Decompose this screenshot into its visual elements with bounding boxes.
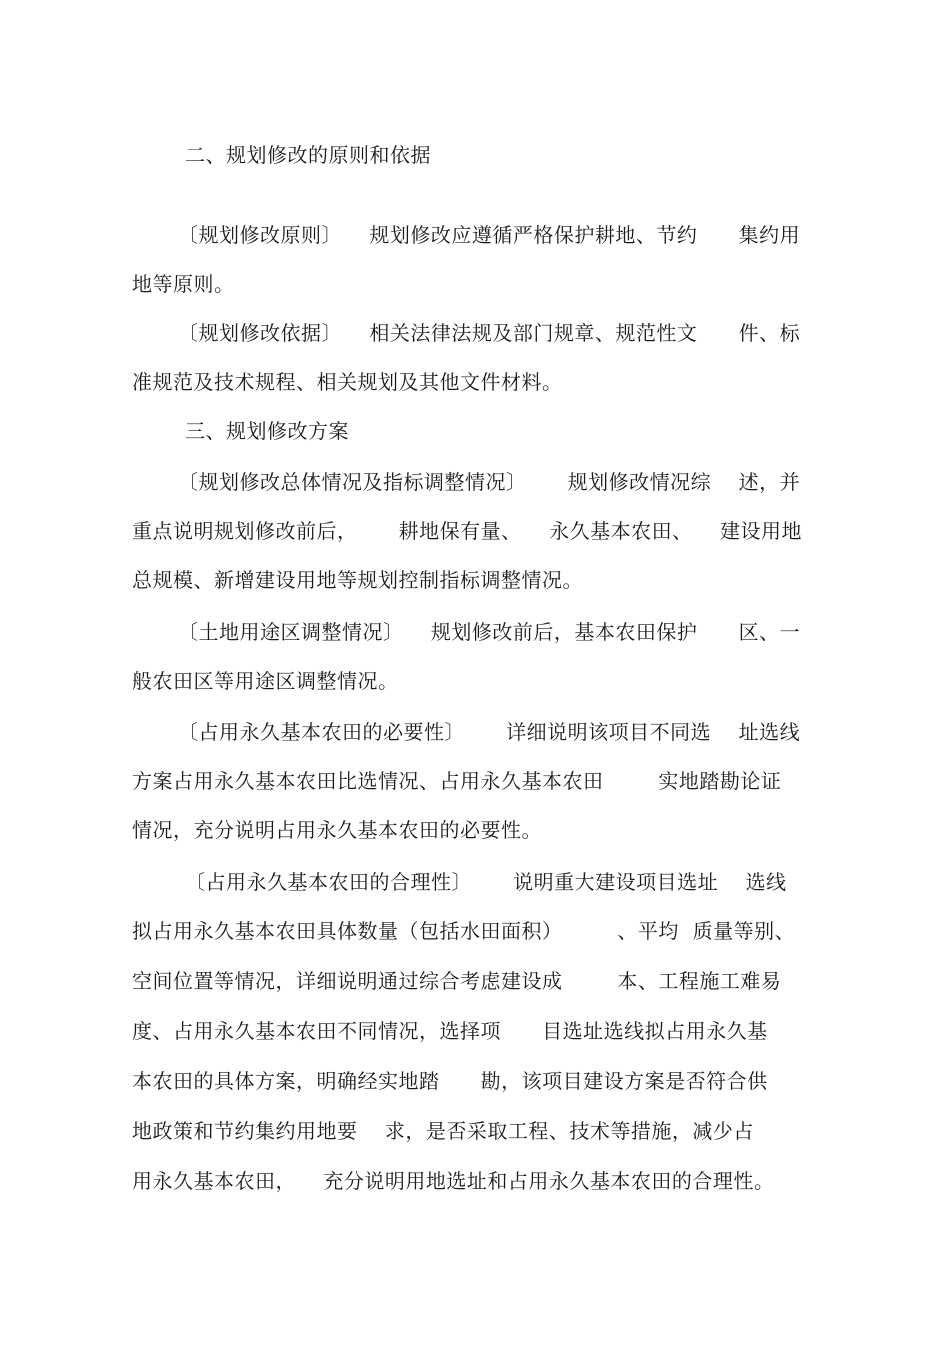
paragraph-line: 〔规划修改总体情况及指标调整情况〕 规划修改情况综 述，并	[178, 470, 801, 494]
paragraph-line: 地政策和节约集约用地要 求，是否采取工程、技术等措施，减少占	[132, 1119, 754, 1143]
paragraph-line: 〔占用永久基本农田的合理性〕 说明重大建设项目选址 选线	[185, 870, 787, 894]
paragraph-line: 〔规划修改原则〕 规划修改应遵循严格保护耕地、节约 集约用	[178, 223, 801, 247]
paragraph-line: 度、占用永久基本农田不同情况，选择项 目选址选线拟占用永久基	[132, 1019, 768, 1043]
paragraph-line: 地等原则。	[132, 272, 235, 296]
paragraph-line: 〔土地用途区调整情况〕 规划修改前后，基本农田保护 区、一	[178, 620, 801, 644]
paragraph-line: 情况，充分说明占用永久基本农田的必要性。	[132, 818, 542, 842]
paragraph-line: 用永久基本农田， 充分说明用地选址和占用永久基本农田的合理性。	[132, 1169, 775, 1193]
paragraph-line: 空间位置等情况，详细说明通过综合考虑建设成 本、工程施工难易	[132, 969, 782, 993]
paragraph-line: 般农田区等用途区调整情况。	[132, 669, 399, 693]
paragraph-line: 拟占用永久基本农田具体数量（包括水田面积） 、平均 质量等别、	[132, 919, 796, 943]
paragraph-line: 准规范及技术规程、相关规划及其他文件材料。	[132, 370, 563, 394]
paragraph-line: 总规模、新增建设用地等规划控制指标调整情况。	[132, 568, 583, 592]
section-heading-2: 二、规划修改的原则和依据	[185, 143, 431, 167]
paragraph-line: 〔规划修改依据〕 相关法律法规及部门规章、规范性文 件、标	[178, 321, 801, 345]
paragraph-line: 本农田的具体方案，明确经实地踏 勘，该项目建设方案是否符合供	[132, 1069, 768, 1093]
section-heading-3: 三、规划修改方案	[185, 419, 349, 443]
paragraph-line: 〔占用永久基本农田的必要性〕 详细说明该项目不同选 址选线	[178, 720, 801, 744]
paragraph-line: 重点说明规划修改前后， 耕地保有量、 永久基本农田、 建设用地	[132, 519, 803, 543]
paragraph-line: 方案占用永久基本农田比选情况、占用永久基本农田 实地踏勘论证	[132, 769, 782, 793]
